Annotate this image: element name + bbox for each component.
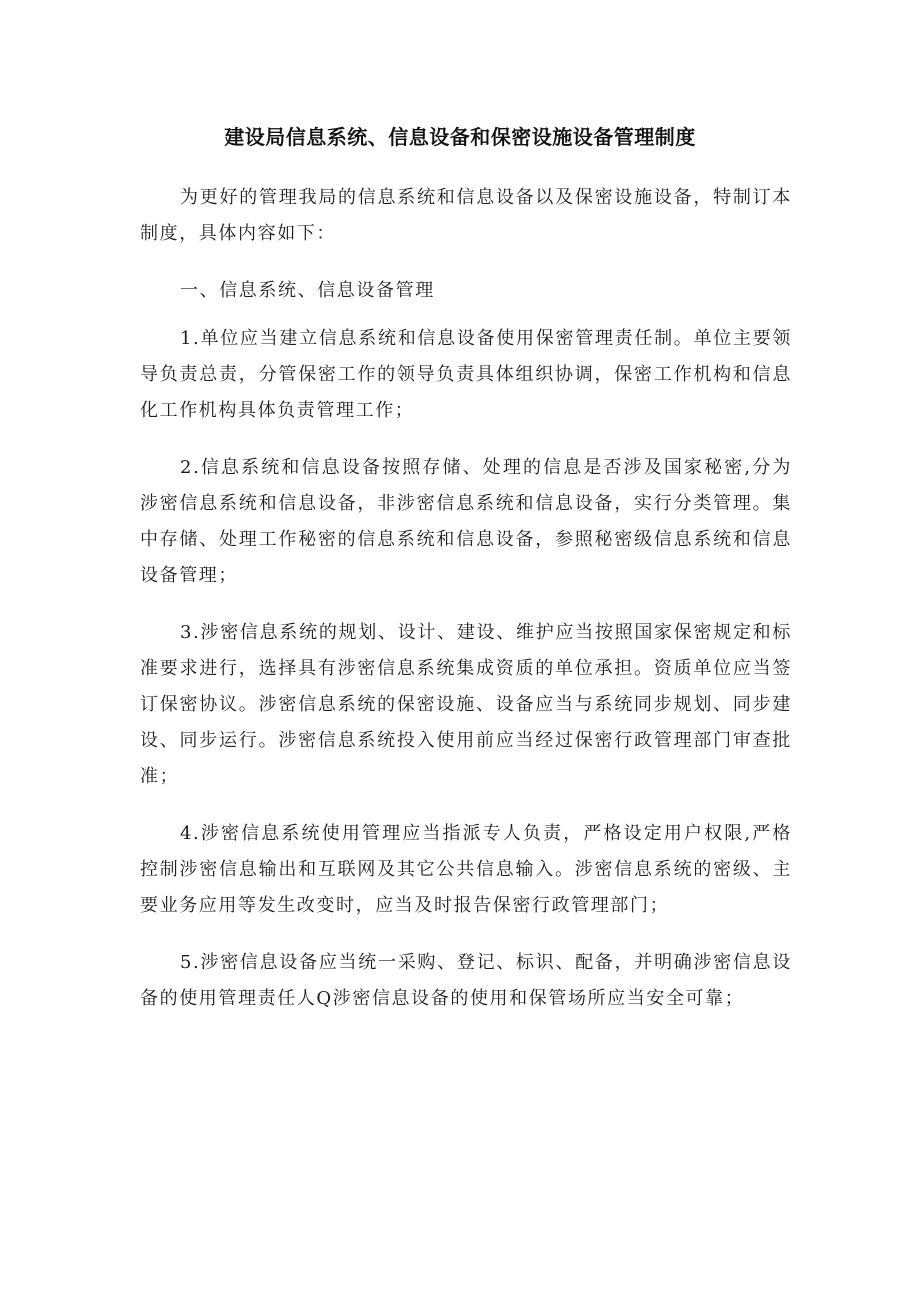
section-heading-1: 一、信息系统、信息设备管理 — [180, 280, 435, 301]
clause-2-paragraph: 2.信息系统和信息设备按照存储、处理的信息是否涉及国家秘密,分为涉密信息系统和信息设备，非涉密信息系统和信息设备，实行分类管理。集中存储、处理工作秘密的信息系统和信息设备，参照秘密级信息系统和信息设备管理； — [140, 457, 792, 586]
intro-paragraph: 为更好的管理我局的信息系统和信息设备以及保密设施设备，特制订本制度，具体内容如下： — [140, 187, 792, 244]
clause-4-paragraph: 4.涉密信息系统使用管理应当指派专人负责，严格设定用户权限,严格控制涉密信息输出和互联网及其它公共信息输入。涉密信息系统的密级、主要业务应用等发生改变时，应当及时报告保密行政管理部门； — [140, 823, 792, 916]
clause-3-paragraph: 3.涉密信息系统的规划、设计、建设、维护应当按照国家保密规定和标准要求进行，选择具有涉密信息系统集成资质的单位承担。资质单位应当签订保密协议。涉密信息系统的保密设施、设备应当与系统同步规划、同步建设、同步运行。涉密信息系统投入使用前应当经过保密行政管理部门审查批准； — [140, 622, 792, 787]
clause-5-paragraph: 5.涉密信息设备应当统一采购、登记、标识、配备，并明确涉密信息设备的使用管理责任人Q涉密信息设备的使用和保管场所应当安全可靠； — [140, 952, 792, 1009]
clause-1-paragraph: 1.单位应当建立信息系统和信息设备使用保密管理责任制。单位主要领导负责总责，分管保密工作的领导负责具体组织协调，保密工作机构和信息化工作机构具体负责管理工作； — [140, 328, 792, 421]
document-body — [140, 180, 792, 1038]
document-title: 建设局信息系统、信息设备和保密设施设备管理制度 — [224, 125, 696, 149]
